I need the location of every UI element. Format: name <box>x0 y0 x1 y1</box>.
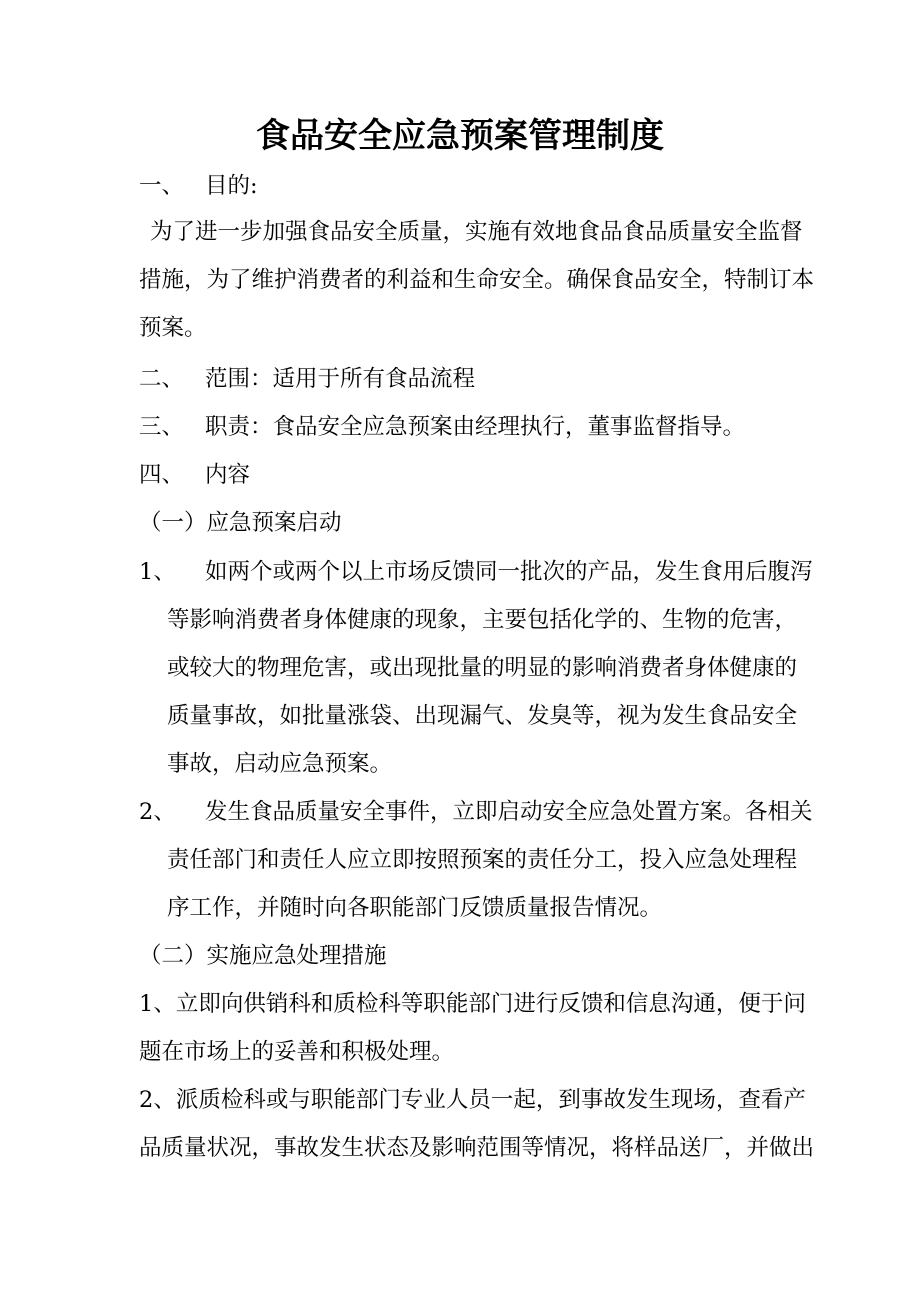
section-text: 职责：食品安全应急预案由经理执行，董事监督指导。 <box>205 414 746 440</box>
section-text: 范围：适用于所有食品流程 <box>205 366 476 392</box>
section-number: 二、 <box>139 366 185 392</box>
list-item-number: 2、 <box>139 799 176 825</box>
section-purpose-heading <box>139 171 258 201</box>
list-item-line: 等影响消费者身体健康的现象，主要包括化学的、生物的危害， <box>167 607 798 633</box>
paragraph-line: 题在市场上的妥善和积极处理。 <box>139 1039 455 1065</box>
list-item-line: 发生食品质量安全事件，立即启动安全应急处置方案。各相关 <box>205 799 813 825</box>
paragraph-line: 品质量状况，事故发生状态及影响范围等情况，将样品送厂，并做出 <box>139 1135 815 1161</box>
document-title: 食品安全应急预案管理制度 <box>256 116 664 156</box>
paragraph-line: 为了进一步加强食品安全质量，实施有效地食品食品质量安全监督 <box>150 219 803 245</box>
section-scope <box>139 364 476 394</box>
list-item-line: 如两个或两个以上市场反馈同一批次的产品，发生食用后腹泻 <box>205 559 813 585</box>
paragraph-line: 措施，为了维护消费者的利益和生命安全。确保食品安全，特制订本 <box>139 267 815 293</box>
paragraph-line: 预案。 <box>139 315 207 341</box>
paragraph-line: 2、派质检科或与职能部门专业人员一起，到事故发生现场，查看产 <box>139 1087 806 1113</box>
list-item-line: 序工作，并随时向各职能部门反馈质量报告情况。 <box>167 895 663 921</box>
subsection-heading: （一）应急预案启动 <box>139 510 342 536</box>
list-item-line: 责任部门和责任人应立即按照预案的责任分工，投入应急处理程 <box>167 847 798 873</box>
subsection-heading: （二）实施应急处理措施 <box>139 943 387 969</box>
list-item-number: 1、 <box>139 559 176 585</box>
section-heading-text: 目的: <box>205 173 258 199</box>
section-duty <box>139 412 746 442</box>
list-item-line: 事故，启动应急预案。 <box>167 751 393 777</box>
section-number: 四、 <box>139 462 185 488</box>
list-item-line: 质量事故，如批量涨袋、出现漏气、发臭等，视为发生食品安全 <box>167 703 798 729</box>
section-content-heading <box>139 460 251 490</box>
section-number: 三、 <box>139 414 185 440</box>
paragraph-line: 1、立即向供销科和质检科等职能部门进行反馈和信息沟通，便于问 <box>139 991 806 1017</box>
list-item-line: 或较大的物理危害，或出现批量的明显的影响消费者身体健康的 <box>167 655 798 681</box>
section-number: 一、 <box>139 173 185 199</box>
section-heading-text: 内容 <box>205 462 251 488</box>
